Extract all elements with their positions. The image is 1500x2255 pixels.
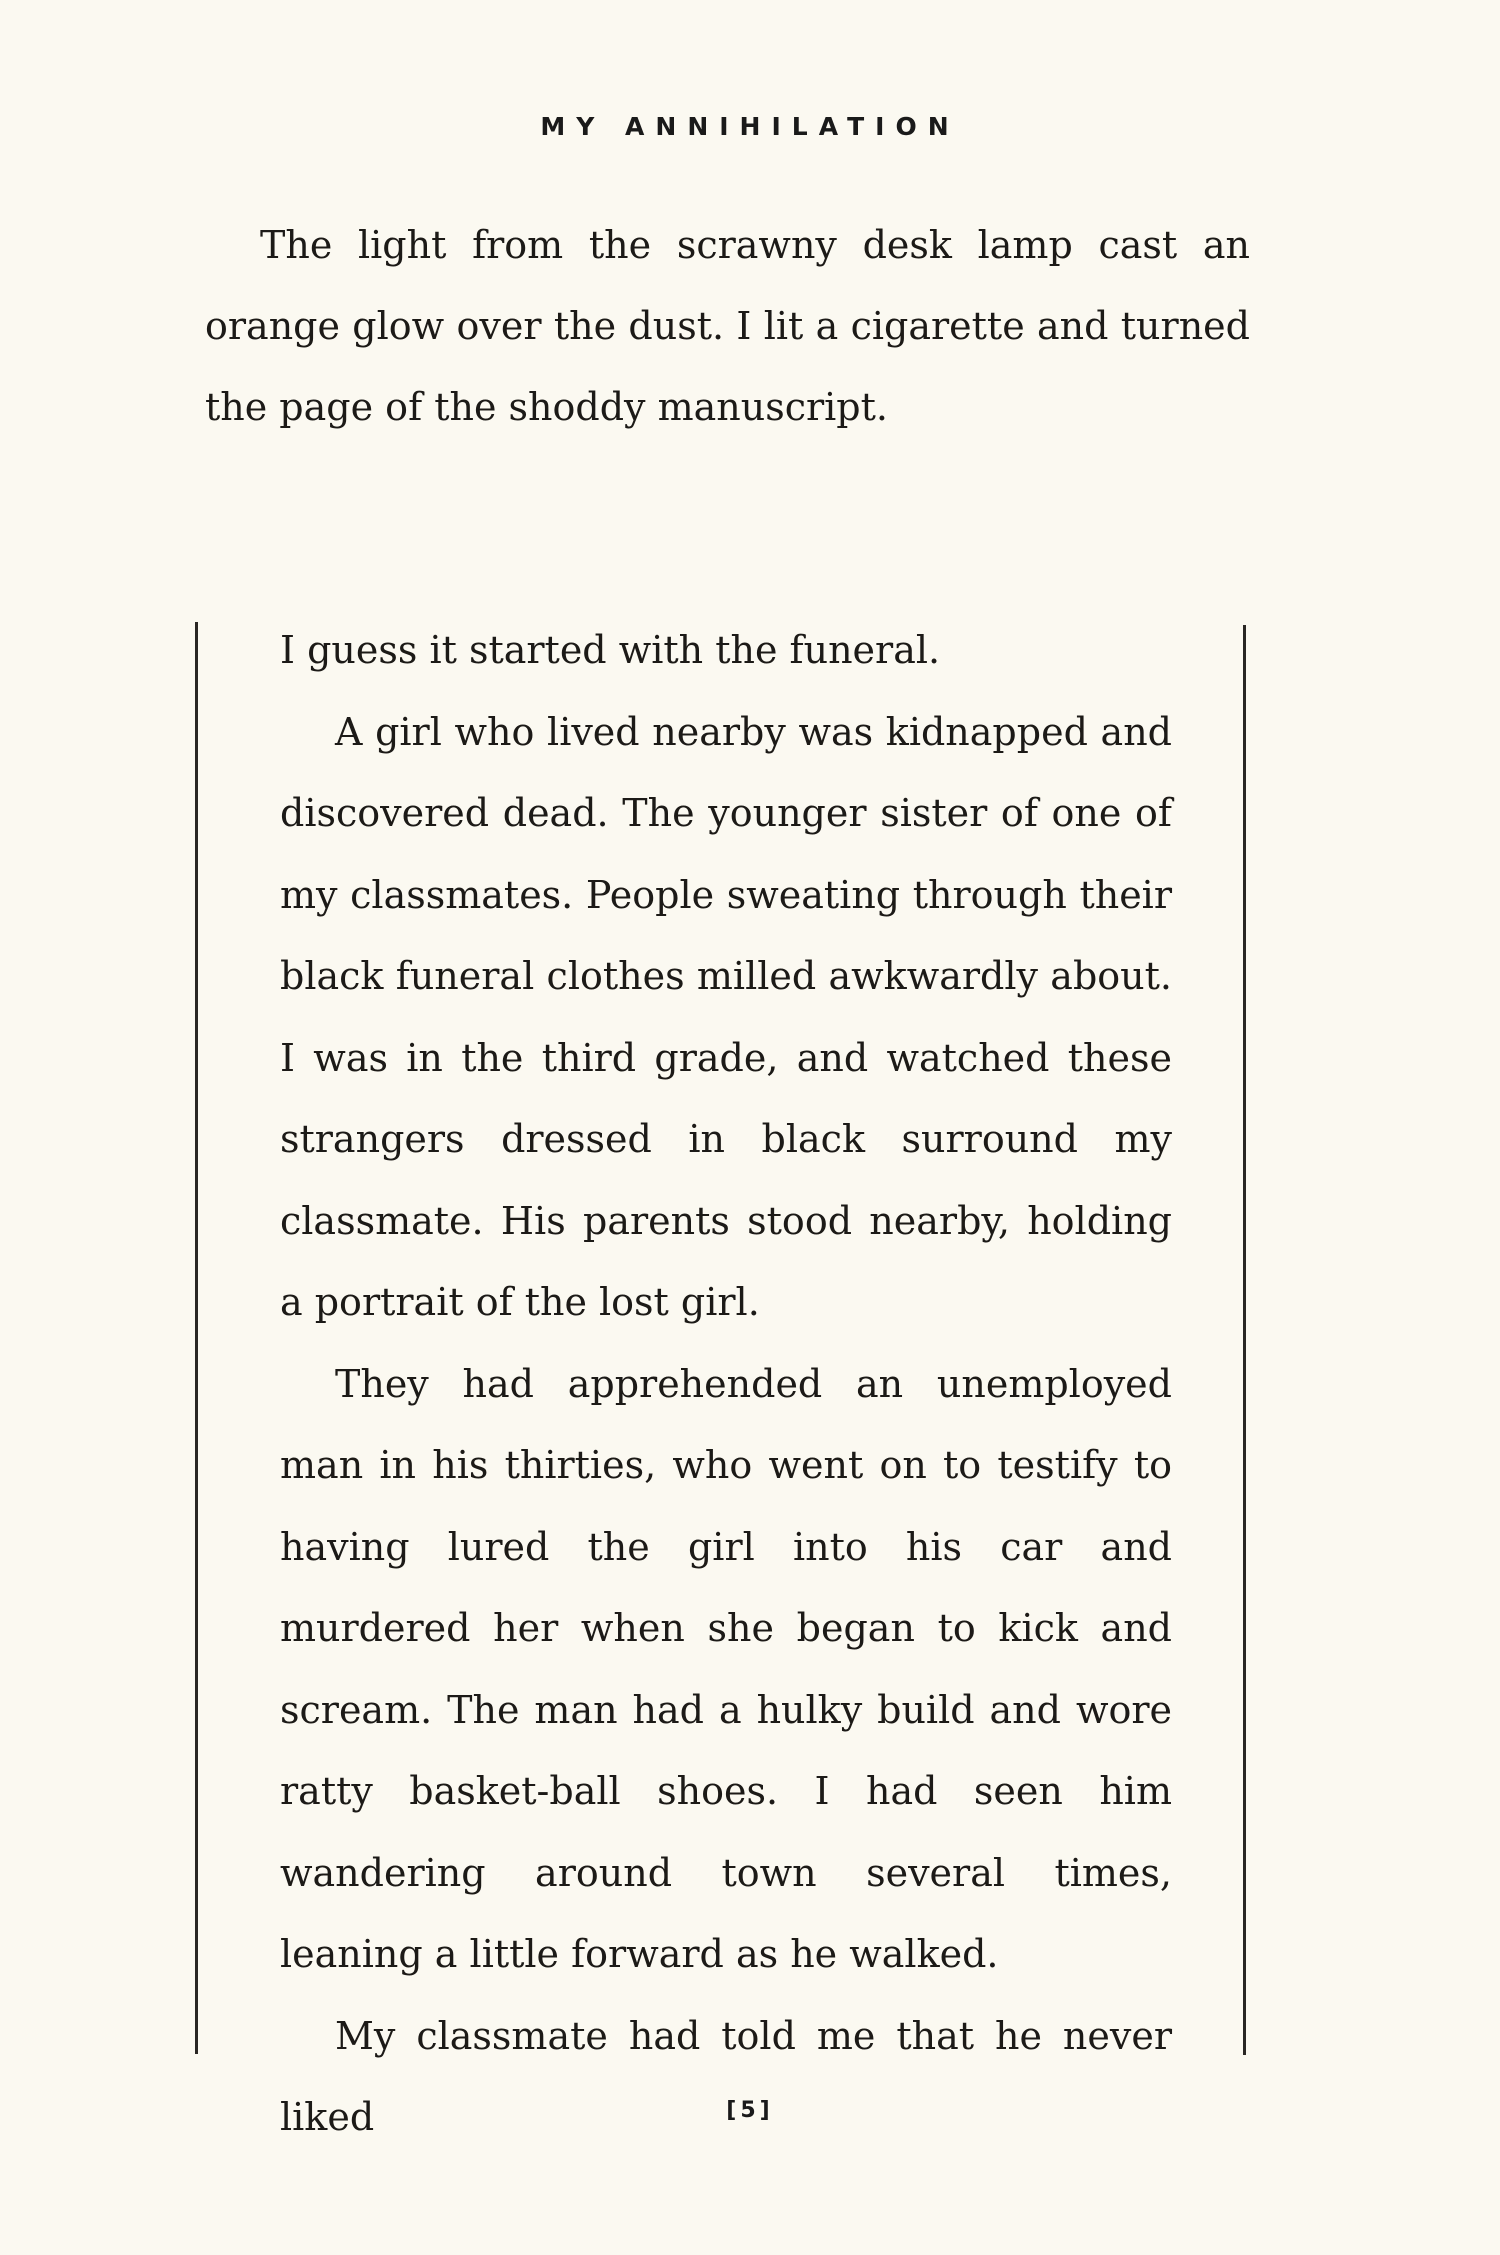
manuscript-left-rule (195, 622, 198, 2054)
manuscript-paragraph: They had apprehended an unemployed man in his thirties, who went on to testify to having lured the girl into his car and murdered her when she began to kick and scream. The man had a hulky build and wore ratty basket-ball shoes. I had seen him wandering around town several times, leaning a little forward as he walked. (280, 1361, 1172, 1976)
page-number: [5] (726, 2098, 774, 2123)
intro-text (205, 205, 1250, 448)
running-head: MY ANNIHILATION (540, 112, 960, 141)
manuscript-paragraph: My classmate had told me that he never liked (280, 2013, 1172, 2139)
manuscript-right-rule (1243, 625, 1246, 2055)
manuscript-paragraph: I guess it started with the funeral. (280, 628, 941, 672)
manuscript-excerpt (280, 610, 1172, 2159)
intro-paragraph: The light from the scrawny desk lamp cast an orange glow over the dust. I lit a cigarette and turned the page of the shoddy manuscript. (205, 223, 1250, 429)
manuscript-paragraph: A girl who lived nearby was kidnapped and discovered dead. The younger sister of one of my classmates. People sweating through their black funeral clothes milled awkwardly about. I was in the third grade, and watched these strangers dressed in black surround my classmate. His parents stood nearby, holding a portrait of the lost girl. (280, 709, 1172, 1324)
